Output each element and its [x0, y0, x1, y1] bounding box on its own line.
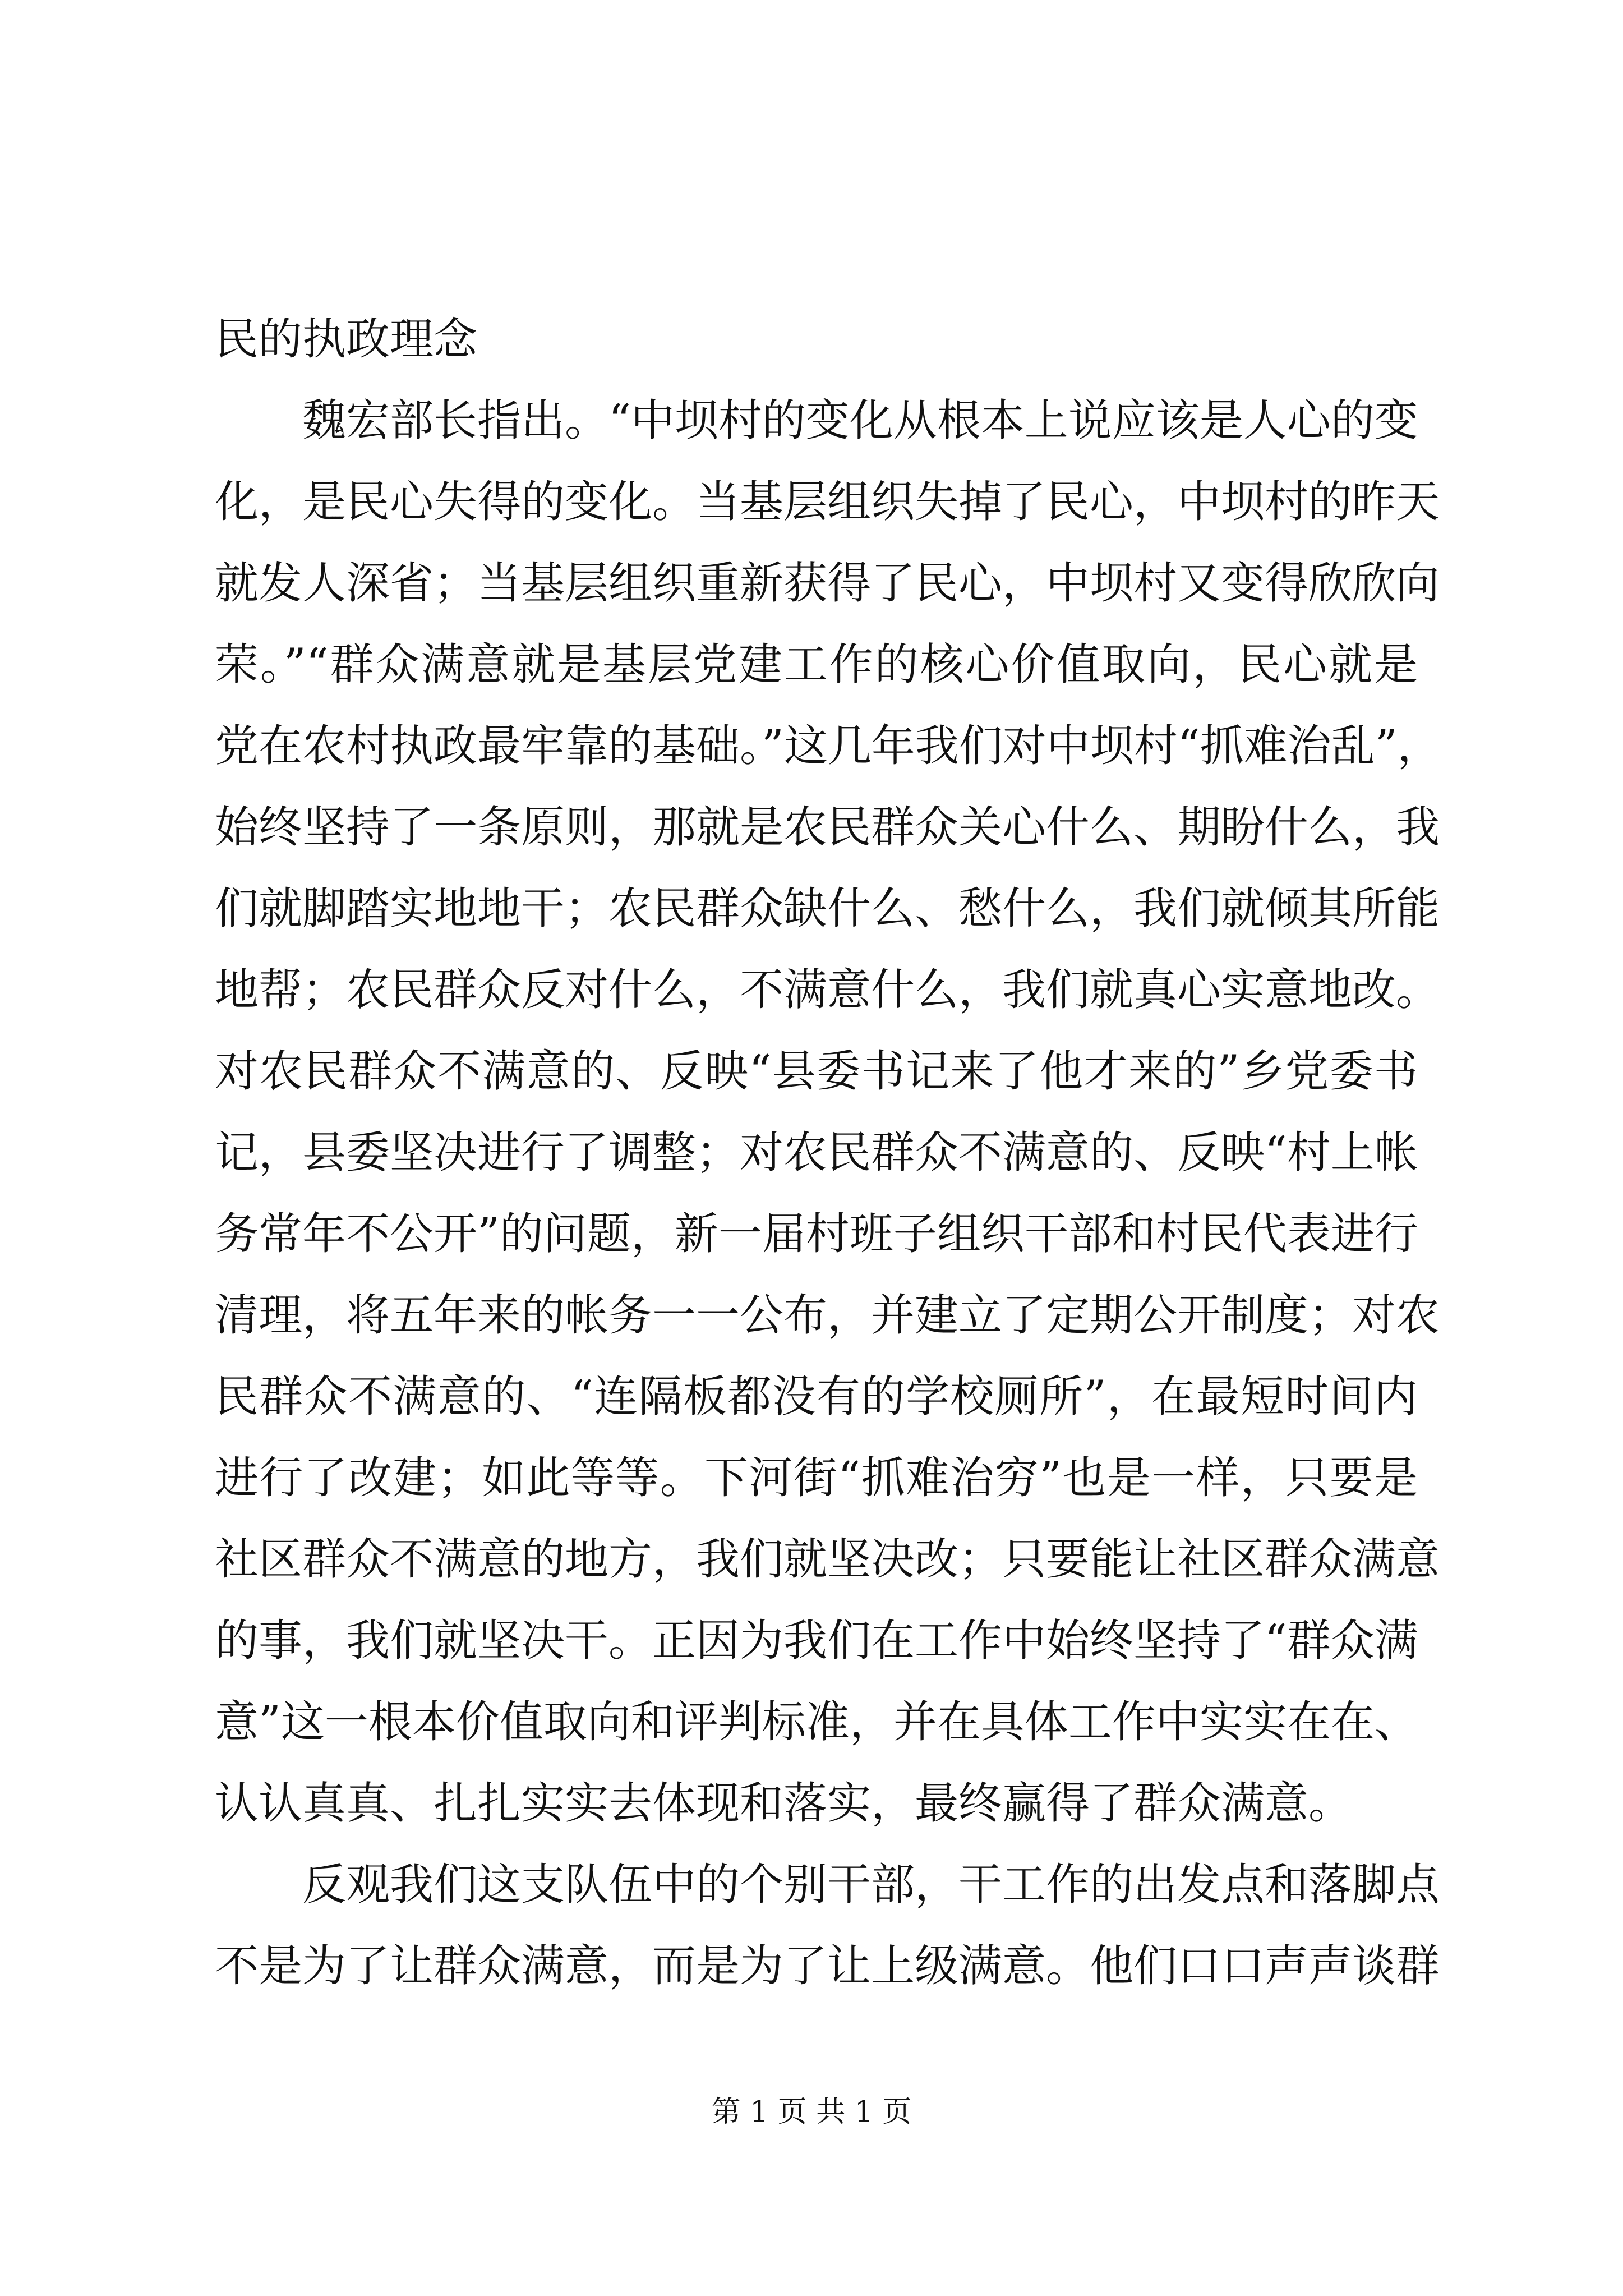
text-line: 荣。”“群众满意就是基层党建工作的核心价值取向，民心就是 — [215, 639, 1418, 690]
body-text — [215, 299, 1441, 2007]
text-line: 记，县委坚决进行了调整；对农民群众不满意的、反映“村上帐 — [215, 1128, 1418, 1178]
text-line: 民群众不满意的、“连隔板都没有的学校厕所”，在最短时间内 — [215, 1372, 1418, 1422]
text-line: 不是为了让群众满意，而是为了让上级满意。他们口口声声谈群 — [215, 1941, 1440, 1991]
text-line: 认认真真、扎扎实实去体现和落实，最终赢得了群众满意。 — [215, 1778, 1353, 1829]
text-line: 就发人深省；当基层组织重新获得了民心，中坝村又变得欣欣向 — [215, 558, 1440, 609]
text-line: 反观我们这支队伍中的个别干部，干工作的出发点和落脚点 — [302, 1860, 1440, 1910]
text-line: 的事，我们就坚决干。正因为我们在工作中始终坚持了“群众满 — [215, 1616, 1418, 1666]
text-line: 地帮；农民群众反对什么，不满意什么，我们就真心实意地改。 — [215, 965, 1440, 1015]
text-line: 始终坚持了一条原则，那就是农民群众关心什么、期盼什么，我 — [215, 802, 1440, 853]
page-footer: 第 1 页 共 1 页 — [711, 2095, 912, 2129]
text-line: 清理，将五年来的帐务一一公布，并建立了定期公开制度；对农 — [215, 1290, 1440, 1341]
text-line: 意”这一根本价值取向和评判标准，并在具体工作中实实在在、 — [215, 1697, 1418, 1747]
text-line: 民的执政理念 — [215, 314, 478, 365]
text-line: 对农民群众不满意的、反映“县委书记来了他才来的”乡党委书 — [215, 1046, 1418, 1097]
text-line: 社区群众不满意的地方，我们就坚决改；只要能让社区群众满意 — [215, 1534, 1440, 1585]
text-line: 务常年不公开”的问题，新一届村班子组织干部和村民代表进行 — [215, 1209, 1418, 1259]
text-line: 党在农村执政最牢靠的基础。”这几年我们对中坝村“抓难治乱”， — [215, 721, 1441, 771]
text-line: 进行了改建；如此等等。下河街“抓难治穷”也是一样，只要是 — [215, 1453, 1418, 1503]
text-line: 魏宏部长指出。“中坝村的变化从根本上说应该是人心的变 — [302, 395, 1418, 446]
text-line: 化，是民心失得的变化。当基层组织失掉了民心，中坝村的昨天 — [215, 477, 1440, 527]
text-line: 们就脚踏实地地干；农民群众缺什么、愁什么，我们就倾其所能 — [215, 884, 1440, 934]
